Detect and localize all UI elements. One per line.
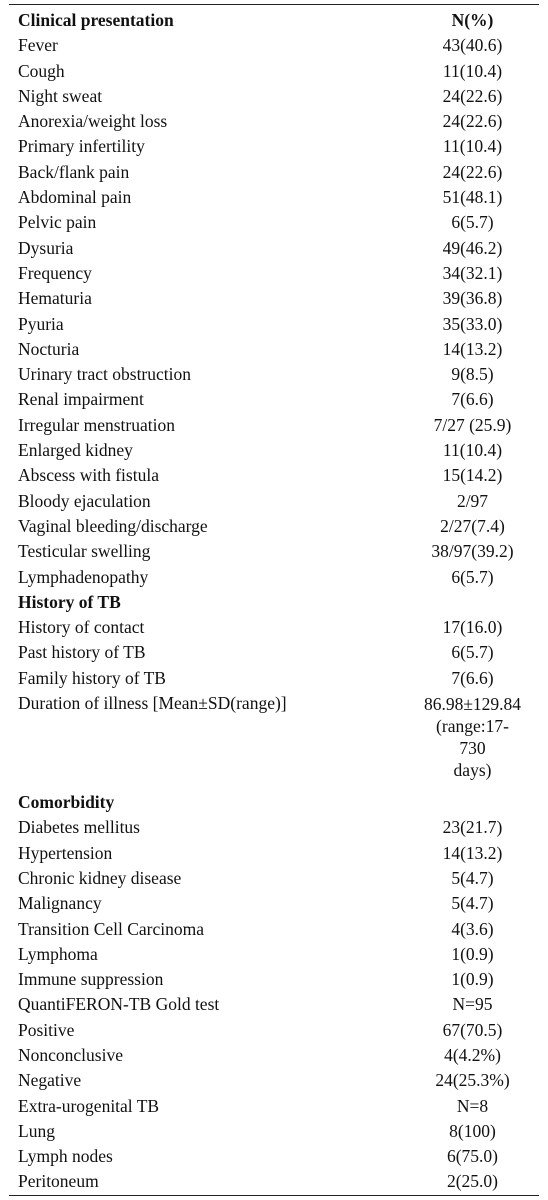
row-value: 7(6.6)	[451, 667, 494, 688]
row-value: 24(22.6)	[442, 111, 503, 132]
row-label: Fever	[18, 35, 58, 56]
row-value: 7(6.6)	[451, 389, 494, 410]
history-heading-label: History of TB	[18, 591, 121, 612]
comorbidity-heading	[18, 790, 538, 815]
row-label: Frequency	[18, 262, 92, 283]
row-value: 17(16.0)	[442, 617, 503, 638]
row-label: Pelvic pain	[18, 212, 97, 233]
table-row	[18, 815, 538, 840]
row-value: N=95	[452, 994, 493, 1015]
table-row	[18, 438, 538, 463]
row-value: 23(21.7)	[442, 817, 503, 838]
row-label: QuantiFERON-TB Gold test	[18, 994, 220, 1015]
row-label: Renal impairment	[18, 389, 144, 410]
table-row	[18, 1169, 538, 1194]
duration-value-line: (range:17-	[436, 716, 509, 737]
row-value: 11(10.4)	[442, 60, 503, 81]
row-label: Nocturia	[18, 338, 80, 359]
header-row	[18, 8, 538, 33]
table-row	[18, 185, 538, 210]
row-label: Urinary tract obstruction	[18, 364, 192, 385]
row-label: Irregular menstruation	[18, 414, 175, 435]
table-bottom-rule	[9, 1195, 539, 1196]
table-row	[18, 565, 538, 590]
row-label: Transition Cell Carcinoma	[18, 918, 205, 939]
row-value: 24(22.6)	[442, 85, 503, 106]
comorbidity-heading-label: Comorbidity	[18, 792, 115, 813]
row-label: Back/flank pain	[18, 161, 130, 182]
row-label: Positive	[18, 1019, 75, 1040]
table-row	[18, 337, 538, 362]
row-label: Lymphoma	[18, 943, 98, 964]
table-row	[18, 539, 538, 564]
header-value: N(%)	[451, 10, 494, 30]
row-label: Dysuria	[18, 237, 74, 258]
row-value: 24(22.6)	[442, 161, 503, 182]
row-value: 1(0.9)	[451, 943, 494, 964]
row-label: Immune suppression	[18, 969, 164, 990]
row-label: Nonconclusive	[18, 1044, 123, 1065]
row-label: Hypertension	[18, 842, 113, 863]
table-row	[18, 891, 538, 916]
table-row	[18, 236, 538, 261]
row-label: Peritoneum	[18, 1171, 99, 1192]
table-row	[18, 261, 538, 286]
table-row	[18, 992, 538, 1017]
row-value: 15(14.2)	[442, 465, 503, 486]
row-value: 6(5.7)	[451, 566, 494, 587]
duration-value-line: 730	[459, 738, 486, 759]
row-value: 4(4.2%)	[444, 1044, 501, 1065]
history-heading	[18, 590, 538, 615]
table-row	[18, 387, 538, 412]
table-top-rule	[9, 4, 539, 5]
row-value: 49(46.2)	[442, 237, 503, 258]
row-label: Hematuria	[18, 288, 92, 309]
row-label: Lymph nodes	[18, 1146, 113, 1167]
table-row	[18, 1094, 538, 1119]
row-label: Lung	[18, 1120, 55, 1141]
row-label: Night sweat	[18, 85, 103, 106]
table-row	[18, 1144, 538, 1169]
table-row	[18, 160, 538, 185]
table-row	[18, 489, 538, 514]
duration-label: Duration of illness [Mean±SD(range)]	[18, 693, 287, 714]
table-row	[18, 1119, 538, 1144]
row-value: 4(3.6)	[451, 918, 494, 939]
row-value: 9(8.5)	[451, 364, 494, 385]
table-row	[18, 59, 538, 84]
row-value: 24(25.3%)	[435, 1070, 510, 1091]
duration-value-line: days)	[453, 760, 492, 781]
table-row	[18, 841, 538, 866]
table-row	[18, 1043, 538, 1068]
table-row	[18, 514, 538, 539]
row-value: 14(13.2)	[442, 842, 503, 863]
table-row	[18, 942, 538, 967]
history-heading-empty	[407, 590, 538, 615]
row-label: Abdominal pain	[18, 187, 132, 208]
comorbidity-heading-empty	[407, 790, 538, 815]
clinical-table	[18, 8, 538, 1195]
row-value: 51(48.1)	[442, 187, 503, 208]
row-value: 43(40.6)	[442, 35, 503, 56]
duration-value-line: 86.98±129.84	[423, 694, 522, 715]
row-value: 14(13.2)	[442, 338, 503, 359]
row-value: 8(100)	[449, 1120, 496, 1141]
row-value: 5(4.7)	[451, 867, 494, 888]
row-label: Chronic kidney disease	[18, 867, 182, 888]
row-value: 2(25.0)	[446, 1171, 499, 1192]
row-value: 11(10.4)	[442, 440, 503, 461]
table-body	[18, 8, 538, 1195]
row-label: Family history of TB	[18, 667, 166, 688]
header-label: Clinical presentation	[18, 10, 174, 30]
table-row	[18, 362, 538, 387]
row-label: Abscess with fistula	[18, 465, 159, 486]
row-value: 38/97(39.2)	[431, 541, 514, 562]
row-label: Negative	[18, 1070, 82, 1091]
table-row	[18, 967, 538, 992]
row-label: Primary infertility	[18, 136, 145, 157]
row-value: 6(5.7)	[451, 212, 494, 233]
table-row	[18, 312, 538, 337]
row-value: 35(33.0)	[442, 313, 503, 334]
table-row	[18, 666, 538, 691]
row-label: Cough	[18, 60, 65, 81]
row-value: 34(32.1)	[442, 262, 503, 283]
row-label: Past history of TB	[18, 642, 146, 663]
table-row	[18, 640, 538, 665]
row-label: Testicular swelling	[18, 541, 151, 562]
table-row	[18, 33, 538, 58]
table-row	[18, 1068, 538, 1093]
row-value: 6(75.0)	[446, 1146, 499, 1167]
table-row	[18, 1018, 538, 1043]
table-row	[18, 134, 538, 159]
row-label: History of contact	[18, 617, 145, 638]
row-value: 67(70.5)	[442, 1019, 503, 1040]
row-label: Lymphadenopathy	[18, 566, 149, 587]
table-row	[18, 917, 538, 942]
table-row	[18, 615, 538, 640]
row-value: 7/27 (25.9)	[433, 414, 512, 435]
row-label: Bloody ejaculation	[18, 490, 151, 511]
duration-row	[18, 691, 538, 790]
row-value: 39(36.8)	[442, 288, 503, 309]
row-label: Malignancy	[18, 893, 102, 914]
row-label: Pyuria	[18, 313, 64, 334]
row-value: 2/97	[456, 490, 489, 511]
table-row	[18, 866, 538, 891]
table-row	[18, 286, 538, 311]
row-value: 1(0.9)	[451, 969, 494, 990]
table-row	[18, 463, 538, 488]
table-row	[18, 84, 538, 109]
row-label: Enlarged kidney	[18, 440, 133, 461]
row-label: Anorexia/weight loss	[18, 111, 168, 132]
row-label: Extra-urogenital TB	[18, 1095, 160, 1116]
row-value: 2/27(7.4)	[440, 515, 505, 536]
table-row	[18, 210, 538, 235]
table-row	[18, 413, 538, 438]
row-value: 6(5.7)	[451, 642, 494, 663]
table-row	[18, 109, 538, 134]
row-label: Vaginal bleeding/discharge	[18, 515, 208, 536]
row-label: Diabetes mellitus	[18, 817, 140, 838]
row-value: N=8	[456, 1095, 489, 1116]
row-value: 11(10.4)	[442, 136, 503, 157]
duration-value	[407, 691, 538, 790]
row-value: 5(4.7)	[451, 893, 494, 914]
